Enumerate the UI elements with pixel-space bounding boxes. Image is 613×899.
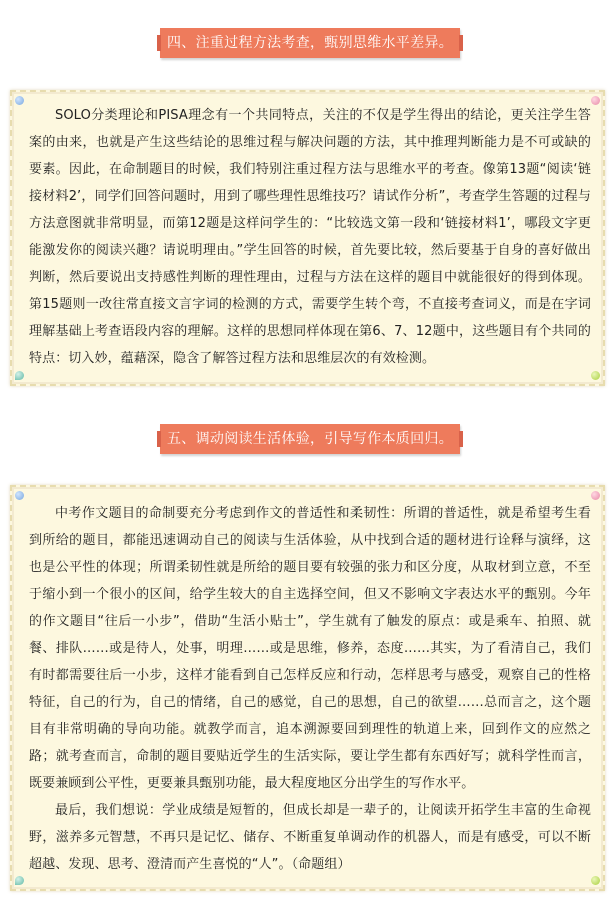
teal-drop-icon xyxy=(15,876,24,885)
teal-drop-icon xyxy=(15,371,24,380)
pink-bead-icon xyxy=(591,491,600,500)
section-5-heading xyxy=(160,424,460,454)
section-5-text-card xyxy=(10,485,605,891)
section-5-paragraph-2: 最后，我们想说：学业成绩是短暂的，但成长却是一辈子的，让阅读开拓学生丰富的生命视野，滋养多元智慧，不再只是记忆、储存、不断重复单调动作的机器人，而是有感受，可以不断超越、发现、思考、澄清而产生喜悦的“人”。（命题组） xyxy=(29,803,591,872)
section-5-paragraph-1: 中考作文题目的命制要充分考虑到作文的普适性和柔韧性：所谓的普适性，就是希望考生看到所给的题目，都能迅速调动自己的阅读与生活体验，从中找到合适的题材进行诠释与演绎，这也是公平性的体现；所谓柔韧性就是所给的题目要有较强的张力和区分度，从取材到立意，不至于缩小到一个很小的区间，给学生较大的自主选择空间，但又不影响文字表达水平的甄别。今年的作文题目“往后一小步”，借助“生活小贴士”，学生就有了触发的原点：或是乘车、拍照、就餐、排队……或是待人，处事，明理……或是思维，修养，态度……其实，为了看清自己，我们有时都需要往后一小步，这样才能看到自己怎样反应和行动，怎样思考与感受，观察自己的性格特征，自己的行为，自己的情绪，自己的感觉，自己的思想，自己的欲望……总而言之，这个题目有非常明确的导向功能。就教学而言，追本溯源要回到理性的轨道上来，回到作文的应然之路；就考查而言，命制的题目要贴近学生的生活实际，要让学生都有东西好写；就科学性而言，既要兼顾到公平性，更要兼具甄别功能，最大程度地区分出学生的写作水平。 xyxy=(29,506,591,791)
section-4-heading-text: 四、注重过程方法考查，甄别思维水平差异。 xyxy=(167,35,453,51)
section-4-paragraph: SOLO分类理论和PISA理念有一个共同特点，关注的不仅是学生得出的结论，更关注学生答案的由来，也就是产生这些结论的思维过程与解决问题的方法，其中推理判断能力是不可或缺的要素。因此，在命制题目的时候，我们特别注重过程方法与思维水平的考查。像第13题“阅读‘链接材料2’，同学们回答问题时，用到了哪些理性思维技巧？请试作分析”，考查学生答题的过程与方法意图就非常明显，而第12题是这样问学生的：“比较选文第一段和‘链接材料1’，哪段文字更能激发你的阅读兴趣？请说明理由。”学生回答的时候，首先要比较，然后要基于自身的喜好做出判断，然后要说出支持感性判断的理性理由，过程与方法在这样的题目中就能很好的得到体现。第15题则一改往常直接文言字词的检测的方式，需要学生转个弯，不直接考查词义，而是在字词理解基础上考查语段内容的理解。这样的思想同样体现在第6、7、12题中，这些题目有个共同的特点：切入妙，蕴藉深，隐含了解答过程方法和思维层次的有效检测。 xyxy=(29,108,591,366)
blue-bead-icon xyxy=(15,491,24,500)
section-5-heading-text: 五、调动阅读生活体验，引导写作本质回归。 xyxy=(167,431,453,447)
green-bead-icon xyxy=(591,876,600,885)
blue-bead-icon xyxy=(15,96,24,105)
green-bead-icon xyxy=(591,371,600,380)
pink-bead-icon xyxy=(591,96,600,105)
section-4-text-card xyxy=(10,90,605,386)
section-4-heading xyxy=(160,28,460,58)
